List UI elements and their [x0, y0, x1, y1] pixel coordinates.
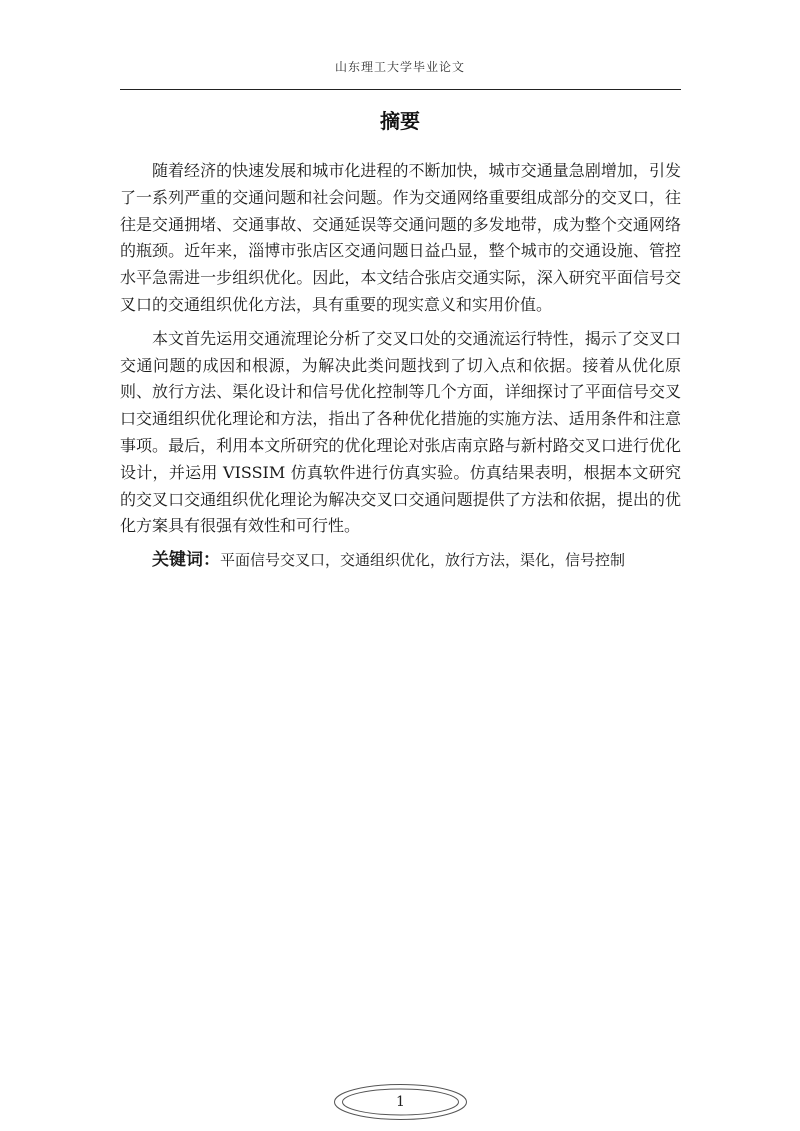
abstract-body [120, 158, 681, 574]
abstract-title: 摘要 [380, 109, 420, 133]
running-header: 山东理工大学毕业论文 [334, 60, 465, 74]
keywords-line [120, 547, 681, 574]
keywords-text: 平面信号交叉口，交通组织优化，放行方法，渠化，信号控制 [220, 551, 626, 570]
page-number-badge [333, 1083, 468, 1121]
abstract-paragraph-2: 本文首先运用交通流理论分析了交叉口处的交通流运行特性，揭示了交叉口交通问题的成因和根源，为解决此类问题找到了切入点和依据。接着从优化原则、放行方法、渠化设计和信号优化控制等几个方面，详细探讨了平面信号交叉口交通组织优化理论和方法，指出了各种优化措施的实施方法、适用条件和注意事项。最后，利用本文所研究的优化理论对张店南京路与新村路交叉口进行优化设计，并运用 VISSIM 仿真软件进行仿真实验。仿真结果表明，根据本文研究的交叉口交通组织优化理论为解决交叉口交通问题提供了方法和依据，提出的优化方案具有很强有效性和可行性。 [120, 328, 681, 536]
header-rule [120, 89, 681, 90]
keywords-label: 关键词： [152, 550, 220, 571]
abstract-paragraph-1: 随着经济的快速发展和城市化进程的不断加快，城市交通量急剧增加，引发了一系列严重的交通问题和社会问题。作为交通网络重要组成部分的交叉口，往往是交通拥堵、交通事故、交通延误等交通问题的多发地带，成为整个交通网络的瓶颈。近年来，淄博市张店区交通问题日益凸显，整个城市的交通设施、管控水平急需进一步组织优化。因此，本文结合张店交通实际，深入研究平面信号交叉口的交通组织优化方法，具有重要的现实意义和实用价值。 [120, 161, 681, 314]
page-number: 1 [396, 1094, 405, 1110]
